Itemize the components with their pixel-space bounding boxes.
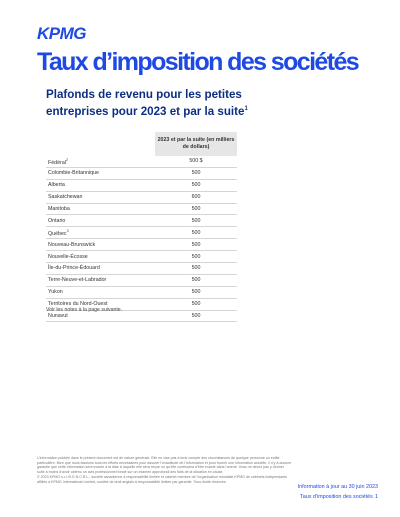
page-number: 1: [375, 494, 378, 500]
table-row: [46, 167, 237, 179]
jurisdiction-name: Fédéral: [48, 159, 66, 166]
table-row: [46, 239, 237, 251]
amount-cell: 500: [155, 286, 237, 298]
table-header-row: [46, 132, 237, 156]
footnote-marker: 2: [65, 157, 68, 162]
jurisdiction-column-header: [46, 132, 155, 156]
jurisdiction-cell: [46, 167, 155, 179]
table-subtitle: [46, 88, 306, 119]
jurisdiction-name: Manitoba: [48, 206, 70, 212]
table-row: [46, 263, 237, 275]
table-row: [46, 203, 237, 215]
amount-cell: 500: [155, 239, 237, 251]
amount-cell: 500: [155, 263, 237, 275]
jurisdiction-name: Nunavut: [48, 313, 68, 320]
jurisdiction-name: Saskatchewan: [48, 194, 83, 201]
jurisdiction-name: Nouvelle-Écosse: [48, 253, 88, 260]
jurisdiction-cell: [46, 179, 155, 191]
jurisdiction-name: Terre-Neuve-et-Labrador: [48, 277, 107, 284]
jurisdiction-cell: [46, 227, 155, 239]
jurisdiction-name: Québec: [48, 230, 67, 237]
jurisdiction-cell: [46, 286, 155, 298]
table-row: [46, 251, 237, 263]
jurisdiction-name: Colombie-Britannique: [48, 170, 99, 177]
amount-cell: 500: [155, 167, 237, 179]
jurisdiction-cell: [46, 274, 155, 286]
amount-column-header: 2023 et par la suite (en milliers de dollars): [155, 132, 237, 156]
table-row: [46, 215, 237, 227]
jurisdiction-cell: [46, 215, 155, 227]
kpmg-logo: KPMG: [37, 24, 86, 43]
subtitle-text: Plafonds de revenu pour les petites entreprises pour 2023 et par la suite: [46, 88, 245, 118]
jurisdiction-name: Ontario: [48, 217, 66, 224]
jurisdiction-cell: [46, 251, 155, 263]
table-row: [46, 227, 237, 239]
jurisdiction-cell: [46, 156, 155, 167]
table-row: [46, 179, 237, 191]
jurisdiction-cell: [46, 239, 155, 251]
amount-cell: 500: [155, 227, 237, 239]
income-limits-table: [46, 132, 237, 322]
jurisdiction-name: Île-du-Prince-Édouard: [48, 265, 100, 272]
jurisdiction-cell: [46, 191, 155, 203]
footer-title: Taux d’imposition des sociétés: [300, 494, 373, 500]
amount-cell: 500: [155, 251, 237, 263]
amount-cell: 500: [155, 274, 237, 286]
see-notes-text: Voir les notes à la page suivante.: [46, 307, 123, 313]
amount-cell: 500 $: [155, 156, 237, 167]
footnote-marker: 3: [66, 228, 69, 233]
page-title: Taux d’imposition des sociétés: [37, 48, 359, 76]
amount-cell: 600: [155, 191, 237, 203]
table-row: [46, 191, 237, 203]
amount-cell: 500: [155, 298, 237, 310]
jurisdiction-name: Yukon: [48, 289, 63, 296]
amount-cell: 500: [155, 179, 237, 191]
jurisdiction-cell: [46, 203, 155, 215]
amount-cell: 500: [155, 310, 237, 322]
jurisdiction-name: Alberta: [48, 182, 65, 189]
table-row: [46, 286, 237, 298]
jurisdiction-name: Territoires du Nord-Ouest: [48, 301, 108, 308]
amount-cell: 500: [155, 203, 237, 215]
amount-cell: 500: [155, 215, 237, 227]
jurisdiction-cell: [46, 263, 155, 275]
updated-date: Information à jour au 30 juin 2023: [297, 484, 378, 490]
table-body: [46, 156, 237, 322]
disclaimer-paragraph: L’information publiée dans le présent document est de nature générale. Elle ne vise pas à tenir compte des circonstances de quelque personne ou entité particulière. Bien que nous fassions tous les efforts nécessaires pour assurer l’exactitude de l’information et pour fournir une information actuelle, il n’y a aucune garantie que cette information sera exacte à la date à laquelle elle sera reçue ou qu’elle continuera d’être exacte dans l’avenir. Vous ne devez pas y donner suite à moins d’avoir obtenu un avis professionnel fondé sur un examen approfondi des faits de la situation en cause.: [37, 456, 292, 474]
jurisdiction-name: Nouveau-Brunswick: [48, 241, 96, 248]
copyright-paragraph: © 2023 KPMG s.r.l./S.E.N.C.R.L., société canadienne à responsabilité limitée et cabinet membre de l’organisation mondiale KPMG de cabinets indépendants affiliés à KPMG International Limited, société de droit anglais à responsabilité limitée par garantie. Tous droits réservés.: [37, 475, 287, 484]
legal-disclaimer: [37, 456, 292, 485]
subtitle-footnote-marker: 1: [244, 106, 248, 112]
table-row: [46, 274, 237, 286]
table-row: [46, 156, 237, 167]
